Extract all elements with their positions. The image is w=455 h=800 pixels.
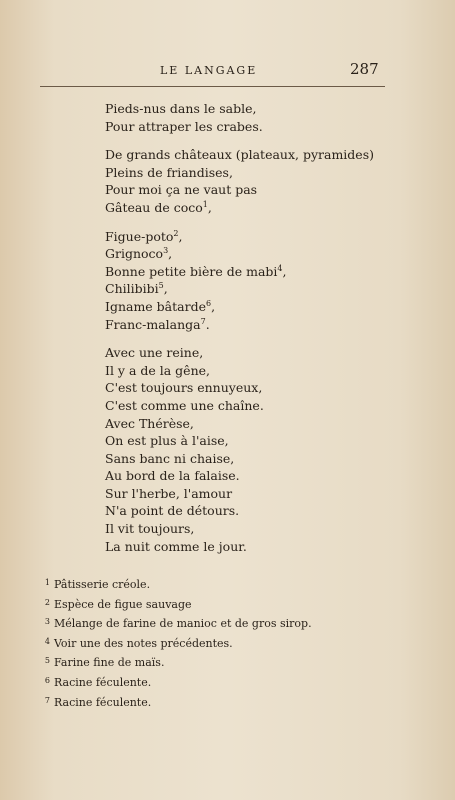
- poem-line: [105, 397, 395, 415]
- footnote-mark: 4: [44, 636, 50, 646]
- poem-line-text: C'est toujours ennuyeux,: [105, 380, 263, 396]
- poem-line: [105, 362, 395, 380]
- poem-line: [105, 379, 395, 397]
- footnote-mark: 1: [44, 578, 50, 587]
- running-head: LE LANGAGE: [160, 64, 258, 77]
- footnote: [32, 613, 435, 633]
- poem-line: [105, 164, 395, 182]
- punctuation: ,: [207, 199, 212, 215]
- poem-line: [105, 263, 395, 281]
- footnote-text: Voir une des notes précédentes.: [54, 636, 233, 650]
- poem-line: [105, 280, 395, 298]
- poem-line: [105, 538, 395, 556]
- stanza: [105, 344, 395, 555]
- poem-line-text: Il y a de la gêne,: [105, 362, 210, 378]
- poem-line-text: Avec Thérèse,: [105, 415, 194, 431]
- poem: [105, 100, 395, 566]
- poem-line-text: Bonne petite bière de mabi: [105, 263, 278, 279]
- footnote-mark: 2: [44, 597, 50, 607]
- footnote-text: Racine féculente.: [54, 695, 152, 709]
- stanza: [105, 228, 395, 334]
- punctuation: ,: [178, 228, 183, 244]
- poem-line: [105, 228, 395, 246]
- poem-line: [105, 298, 395, 316]
- footnote: [32, 672, 435, 692]
- poem-line: [105, 467, 395, 485]
- poem-line: [105, 415, 395, 433]
- poem-line: [105, 146, 395, 164]
- poem-line-text: Sur l'herbe, l'amour: [105, 485, 233, 501]
- poem-line-text: Pour moi ça ne vaut pas: [105, 182, 258, 198]
- poem-line: [105, 118, 395, 136]
- poem-line-text: Figue-poto: [105, 228, 174, 244]
- poem-line-text: C'est comme une chaîne.: [105, 397, 264, 413]
- poem-line: [105, 485, 395, 503]
- poem-line: [105, 199, 395, 217]
- footnote-mark: 6: [44, 675, 50, 685]
- poem-line-text: Avec une reine,: [105, 345, 204, 361]
- poem-line: [105, 520, 395, 538]
- poem-line-text: Pour attraper les crabes.: [105, 118, 263, 134]
- footnote-text: Racine féculente.: [54, 675, 152, 689]
- footnote-text: Espèce de figue sauvage: [54, 597, 192, 611]
- poem-line: [105, 432, 395, 450]
- poem-line: [105, 502, 395, 520]
- poem-line-text: N'a point de détours.: [105, 503, 240, 519]
- footnote: [32, 594, 435, 614]
- footnote-mark: 3: [44, 617, 50, 627]
- punctuation: ,: [163, 281, 168, 297]
- poem-line: [105, 245, 395, 263]
- poem-line-text: Franc-malanga: [105, 316, 201, 332]
- footnote-ref: 2: [173, 228, 179, 238]
- footnote-ref: 4: [277, 263, 283, 273]
- footnote: [32, 633, 435, 653]
- footnote-ref: 3: [163, 246, 169, 255]
- poem-line: [105, 181, 395, 199]
- header-rule: [40, 86, 385, 87]
- page-number: 287: [350, 60, 379, 78]
- footnote-text: Mélange de farine de manioc et de gros sirop.: [54, 617, 312, 631]
- footnotes: [32, 574, 435, 711]
- footnote-mark: 5: [44, 656, 50, 666]
- poem-line-text: Gâteau de coco: [105, 199, 203, 215]
- poem-line: [105, 344, 395, 362]
- punctuation: .: [205, 316, 210, 332]
- stanza: [105, 146, 395, 216]
- footnote-ref: 7: [200, 316, 206, 326]
- footnote: [32, 692, 435, 712]
- poem-line-text: Igname bâtarde: [105, 298, 206, 314]
- poem-line: [105, 316, 395, 334]
- poem-line-text: La nuit comme le jour.: [105, 538, 247, 554]
- punctuation: ,: [282, 263, 287, 279]
- poem-line-text: Pleins de friandises,: [105, 164, 233, 180]
- poem-line-text: Sans banc ni chaise,: [105, 450, 235, 466]
- footnote-ref: 6: [205, 298, 212, 308]
- footnote: [32, 574, 435, 594]
- footnote-ref: 1: [202, 199, 208, 209]
- poem-line-text: On est plus à l'aise,: [105, 433, 229, 449]
- stanza: [105, 100, 395, 135]
- footnote-ref: 5: [158, 281, 164, 291]
- footnote: [32, 652, 435, 672]
- punctuation: ,: [211, 298, 216, 314]
- poem-line: [105, 450, 395, 468]
- punctuation: ,: [168, 246, 173, 262]
- poem-line-text: Pieds-nus dans le sable,: [105, 101, 257, 116]
- poem-line-text: Grignoco: [105, 246, 164, 262]
- footnote-mark: 7: [44, 695, 50, 705]
- poem-line-text: Chilibibi: [105, 281, 159, 297]
- poem-line-text: Il vit toujours,: [105, 521, 195, 537]
- footnote-text: Pâtisserie créole.: [54, 578, 151, 591]
- footnote-text: Farine fine de maïs.: [54, 656, 165, 670]
- poem-line-text: De grands châteaux (plateaux, pyramides): [105, 147, 374, 163]
- poem-line: [105, 100, 395, 118]
- poem-line-text: Au bord de la falaise.: [105, 468, 240, 484]
